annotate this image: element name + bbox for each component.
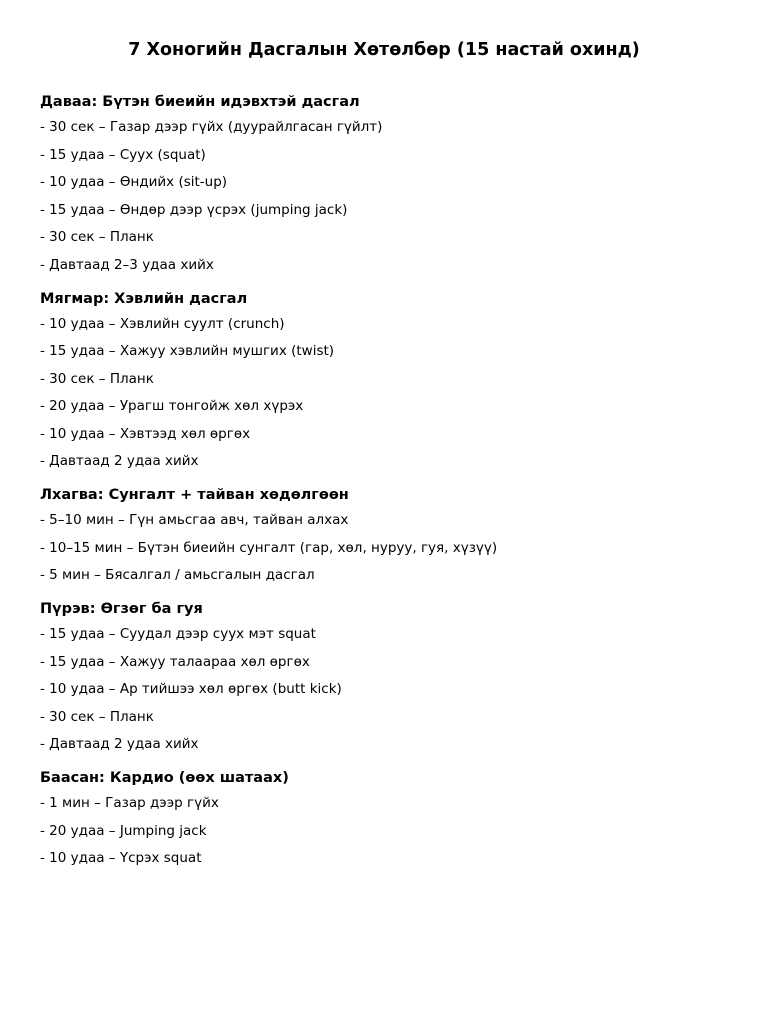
exercise-list bbox=[40, 316, 740, 471]
day-heading: Мягмар: Хэвлийн дасгал bbox=[40, 290, 248, 307]
day-section-wednesday bbox=[40, 486, 740, 584]
exercise-item: - 10 удаа – Өндийх (sit-up) bbox=[40, 174, 228, 190]
day-heading: Баасан: Кардио (өөх шатаах) bbox=[40, 770, 289, 786]
day-section-thursday bbox=[40, 600, 740, 753]
exercise-item: - 20 удаа – Jumping jack bbox=[40, 822, 207, 839]
exercise-item: - 30 сек – Планк bbox=[40, 370, 154, 387]
day-section-friday bbox=[40, 769, 740, 867]
exercise-item: - 20 удаа – Урагш тонгойж хөл хүрэх bbox=[40, 398, 304, 414]
exercise-list bbox=[40, 795, 740, 867]
exercise-item: - 10 удаа – Хэвтээд хөл өргөх bbox=[40, 425, 251, 442]
exercise-item: - 30 сек – Планк bbox=[40, 708, 154, 725]
document-title: 7 Хоногийн Дасгалын Хөтөлбөр (15 настай охинд) bbox=[128, 40, 640, 60]
exercise-list bbox=[40, 512, 740, 584]
exercise-item: - 15 удаа – Хажуу талаараа хөл өргөх bbox=[40, 653, 310, 670]
exercise-item: - 5 мин – Бясалгал / амьсгалын дасгал bbox=[40, 567, 315, 583]
day-heading: Даваа: Бүтэн биеийн идэвхтэй дасгал bbox=[40, 94, 360, 110]
exercise-item: - 10 удаа – Үсрэх squat bbox=[40, 850, 202, 866]
exercise-item: - 15 удаа – Суух (squat) bbox=[40, 146, 206, 163]
exercise-item: - 10 удаа – Хэвлийн суулт (crunch) bbox=[40, 315, 285, 332]
exercise-item: - 30 сек – Газар дээр гүйх (дуурайлгасан гүйлт) bbox=[40, 119, 383, 135]
exercise-item: - Давтаад 2 удаа хийх bbox=[40, 453, 199, 469]
exercise-item: - 5–10 мин – Гүн амьсгаа авч, тайван алхах bbox=[40, 512, 349, 528]
exercise-item: - 10 удаа – Ар тийшээ хөл өргөх (butt kick) bbox=[40, 681, 342, 697]
exercise-item: - 1 мин – Газар дээр гүйх bbox=[40, 795, 219, 811]
exercise-item: - 15 удаа – Суудал дээр суух мэт squat bbox=[40, 626, 316, 642]
exercise-item: - Давтаад 2 удаа хийх bbox=[40, 736, 199, 752]
day-section-monday bbox=[40, 93, 740, 274]
exercise-item: - 15 удаа – Өндөр дээр үсрэх (jumping jack) bbox=[40, 201, 348, 218]
exercise-item: - 10–15 мин – Бүтэн биеийн сунгалт (гар, хөл, нуруу, гуя, хүзүү) bbox=[40, 539, 498, 556]
day-section-tuesday bbox=[40, 290, 740, 471]
day-heading: Пүрэв: Өгзөг ба гуя bbox=[40, 601, 203, 617]
exercise-list bbox=[40, 626, 740, 753]
exercise-item: - 30 сек – Планк bbox=[40, 229, 154, 245]
day-heading: Лхагва: Сунгалт + тайван хөдөлгөөн bbox=[40, 487, 349, 503]
exercise-item: - 15 удаа – Хажуу хэвлийн мушгих (twist) bbox=[40, 343, 335, 359]
document-body bbox=[40, 93, 740, 883]
exercise-list bbox=[40, 119, 740, 274]
exercise-item: - Давтаад 2–3 удаа хийх bbox=[40, 256, 214, 273]
